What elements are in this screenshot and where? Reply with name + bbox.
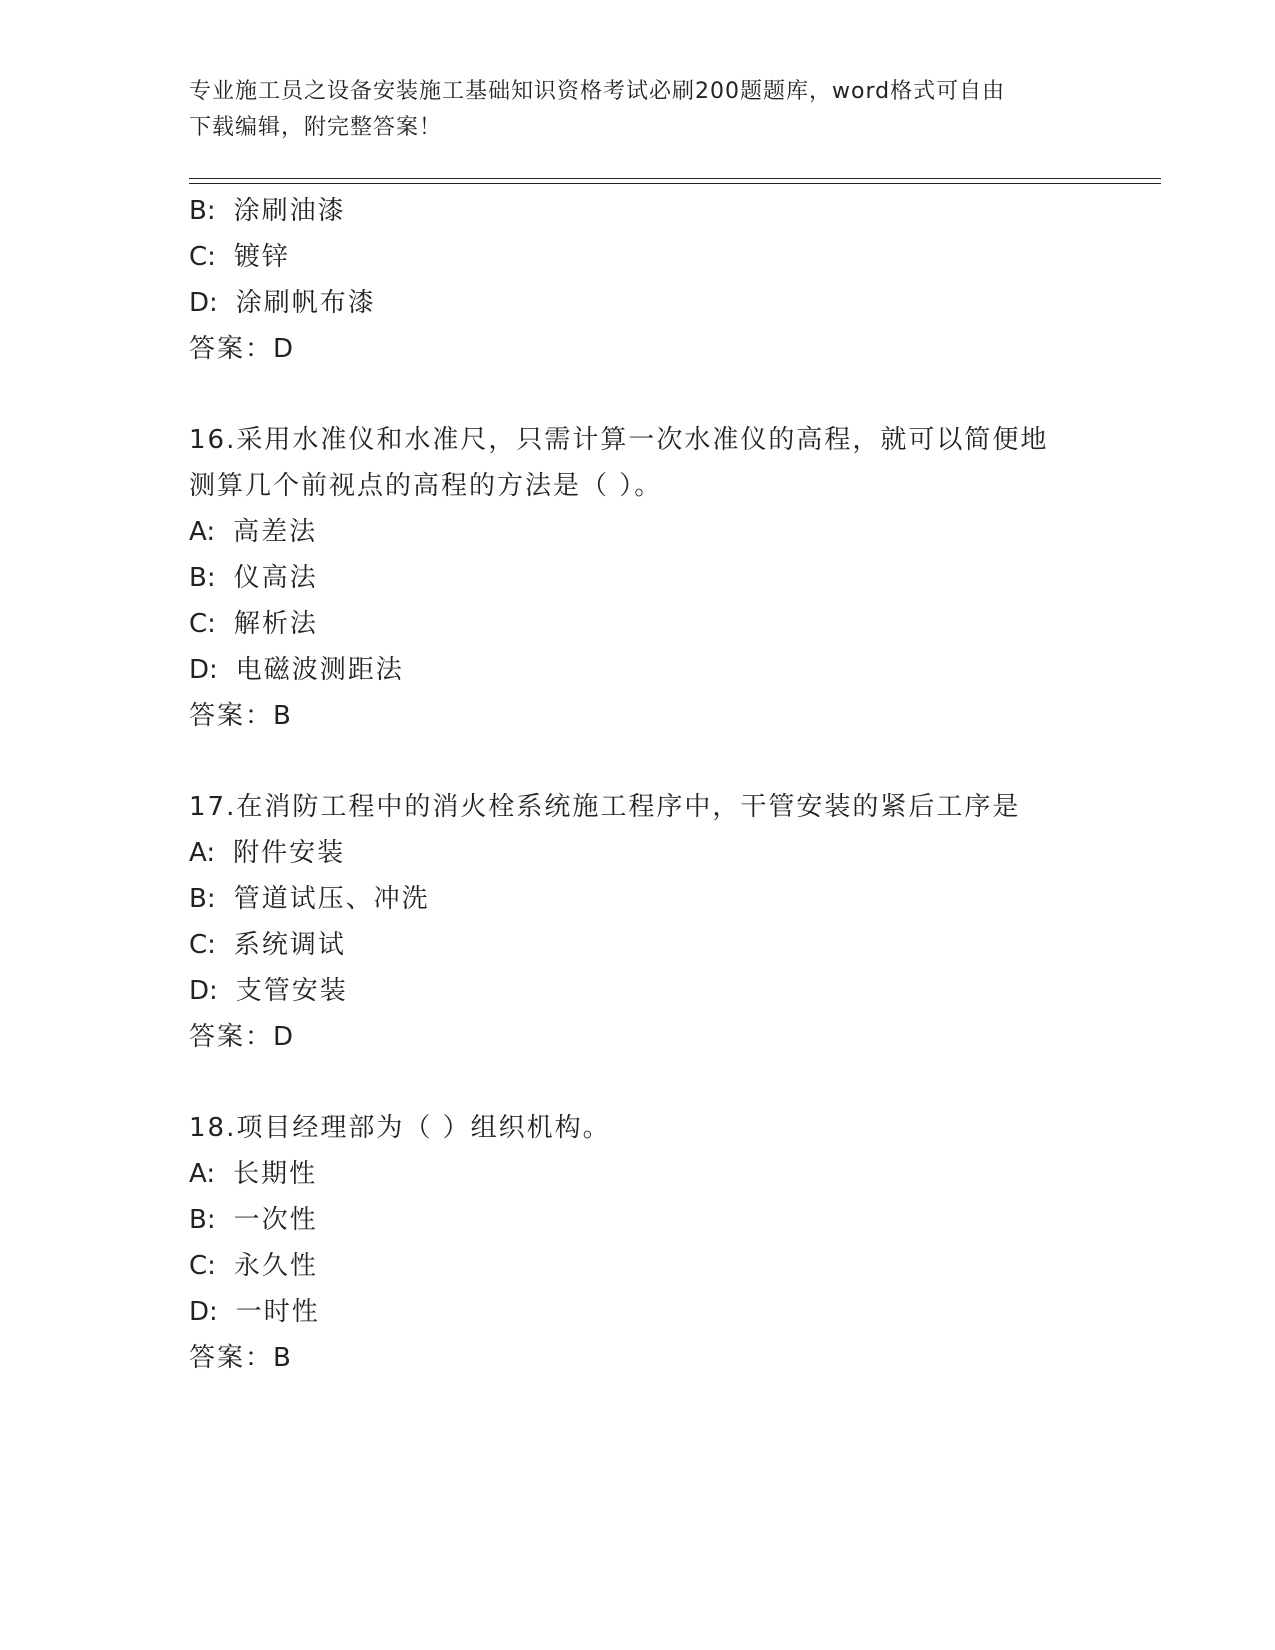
- option-letter: D:: [189, 655, 218, 685]
- option-letter: C:: [189, 1251, 216, 1281]
- option-text: 高差法: [233, 517, 318, 547]
- answer-line: 答案：B: [189, 1343, 293, 1373]
- option-text: 永久性: [233, 1251, 318, 1281]
- option-letter: A:: [189, 838, 216, 868]
- option-text: 解析法: [233, 609, 318, 639]
- option-text: 电磁波测距法: [235, 655, 404, 685]
- answer-line: 答案：D: [189, 1022, 296, 1052]
- header-title-line-2: 下载编辑，附完整答案！: [189, 115, 443, 140]
- header-divider-top: [189, 178, 1161, 179]
- option-letter: A:: [189, 1159, 216, 1189]
- option-text: 附件安装: [233, 838, 346, 868]
- option-letter: C:: [189, 930, 216, 960]
- option-a: [189, 1151, 1089, 1197]
- option-text: 系统调试: [233, 930, 346, 960]
- option-text: 涂刷帆布漆: [235, 288, 376, 318]
- option-d: [189, 280, 1089, 326]
- option-d: [189, 1289, 1089, 1335]
- option-letter: C:: [189, 609, 216, 639]
- option-letter: B:: [189, 884, 216, 914]
- prev-question-block: [189, 188, 1089, 372]
- option-text: 支管安装: [235, 976, 348, 1006]
- question-list: [189, 188, 1089, 1381]
- option-c: [189, 234, 1089, 280]
- option-text: 长期性: [233, 1159, 318, 1189]
- option-text: 涂刷油漆: [233, 196, 346, 226]
- answer-line: 答案：D: [189, 334, 296, 364]
- document-header: [189, 74, 1089, 146]
- option-a: [189, 830, 1089, 876]
- option-letter: C:: [189, 242, 216, 272]
- option-d: [189, 647, 1089, 693]
- option-b: [189, 188, 1089, 234]
- option-text: 一次性: [233, 1205, 318, 1235]
- option-b: [189, 1197, 1089, 1243]
- option-letter: B:: [189, 1205, 216, 1235]
- question-18: [189, 1105, 1089, 1381]
- option-text: 一时性: [235, 1297, 320, 1327]
- option-c: [189, 601, 1089, 647]
- option-text: 管道试压、冲洗: [233, 884, 430, 914]
- option-letter: D:: [189, 976, 218, 1006]
- question-title-line-1: 17.在消防工程中的消火栓系统施工程序中，干管安装的紧后工序是: [189, 792, 1021, 822]
- option-letter: D:: [189, 288, 218, 318]
- option-text: 仪高法: [233, 563, 318, 593]
- question-title-line-1: 18.项目经理部为（ ）组织机构。: [189, 1113, 611, 1143]
- option-text: 镀锌: [233, 242, 290, 272]
- option-letter: B:: [189, 196, 216, 226]
- answer-line: 答案：B: [189, 701, 293, 731]
- option-a: [189, 509, 1089, 555]
- header-title-line-1: 专业施工员之设备安装施工基础知识资格考试必刷200题题库，word格式可自由: [189, 79, 1006, 104]
- option-c: [189, 1243, 1089, 1289]
- option-c: [189, 922, 1089, 968]
- option-letter: A:: [189, 517, 216, 547]
- question-title-line-1: 16.采用水准仪和水准尺，只需计算一次水准仪的高程，就可以简便地: [189, 425, 1049, 455]
- question-16: [189, 417, 1089, 739]
- option-b: [189, 555, 1089, 601]
- option-letter: B:: [189, 563, 216, 593]
- option-b: [189, 876, 1089, 922]
- option-d: [189, 968, 1089, 1014]
- question-17: [189, 784, 1089, 1060]
- header-divider-bottom: [189, 183, 1161, 184]
- question-title-line-2: 测算几个前视点的高程的方法是（ ）。: [189, 471, 663, 501]
- option-letter: D:: [189, 1297, 218, 1327]
